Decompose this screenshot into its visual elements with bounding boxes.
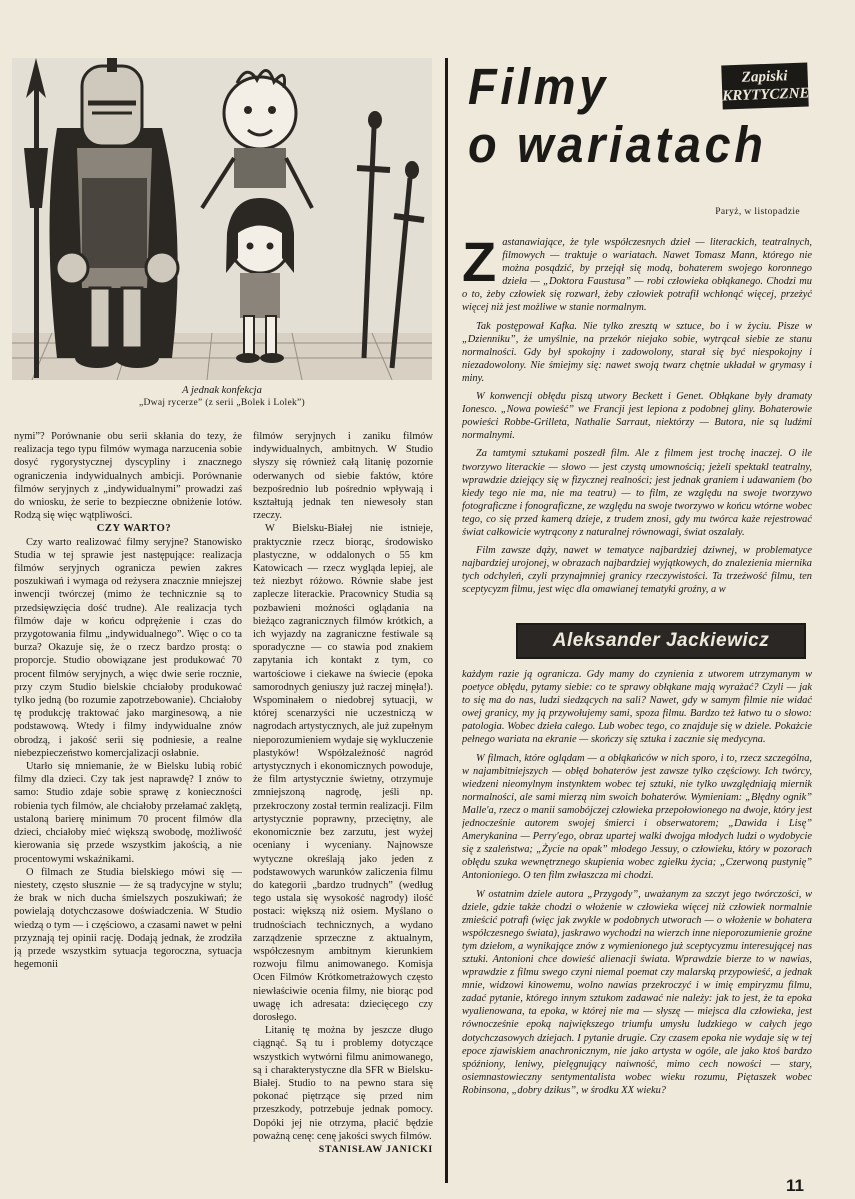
title-line-2: o wariatach <box>468 116 767 173</box>
illustration-caption <box>12 384 432 410</box>
paragraph: W konwencji obłędu piszą utwory Beckett i Genet. Obłąkane były dramaty Ionesco. „Nowa powieść” we Francji jest lepiona z podobnej gliny. Bohaterowie powieści Robbe-Grilleta, Nathalie Sarraut, niektórzy — Butora, nie są ludźmi normalnymi. <box>462 391 812 442</box>
paragraph: nymi”? Porównanie obu serii skłania do tezy, że realizacja tego typu filmów wymaga narzucenia sobie dosyć rygorystycznej dyscypliny i znacznego ograniczenia indywidualnych ambicji. Porównanie filmów seryjnych z „indywidualnymi” prowadzi zaś do wniosku, że serie to bezpieczne obniżenie lotów. Rodzą się więc wątpliwości. <box>14 431 242 522</box>
caption-title: A jednak konfekcja <box>182 385 262 396</box>
paragraph-text: astanawiające, że tyle współczesnych dzieł — literackich, teatralnych, filmowych — traktuje o wariatach. Nawet Tomasz Mann, którego nie można posądzić, by przejął się modą, bohaterem swojego koronnego dzieła — „Doktora Faustusa” — robi człowieka obłąkanego. Chodzi mu o to, żeby człowiek się rozwarł, żeby człowiek potrafił wchłonąć więcej, przeżyć więcej niż jest możliwe w stanie normalnym. <box>462 237 812 314</box>
title-line-1: Filmy <box>468 58 609 115</box>
column-divider <box>445 58 448 1183</box>
paragraph: W Bielsku-Białej nie istnieje, praktycznie rzecz biorąc, środowisko plastyczne, w oddalonych o 55 km Katowicach — rzecz wygląda lepiej, ale też niezbyt różowo. Równie słabe jest zaplecze literackie. Pracownicy Studia są pozbawieni możności oglądania na bieżąco zagranicznych filmów krótkich, a ich wyjazdy na zagraniczne festiwale są sporadyczne — co stawia pod znakiem zapytania ich kontakt z tym, co wartościowe i ciekawe na świecie (epoka samorodnych geniuszy już raczej minęła!). Wspominałem o niedobrej sytuacji, w której scenarzyści nie uczestniczą w nagrodach artystycznych, ale już zupełnym nieporozumieniem wydaje się wykluczenie plastyków! Współzależność nagród artystycznych i ekonomicznych powoduje, że film artystycznie świetny, otrzymuje zmniejszoną nagrodę, jeśli np. przekroczony został termin realizacji. Film artystycznie poprawny, przeciętny, ale ekonomicznie bez zarzutu, jest wyżej oceniany i wyceniany. Najnowsze wytyczne określają jako jeden z podstawowych warunków zaliczenia filmu do kategorii „bardzo trudnych” (według tego ustala się wysokość nagrody) ilość postaci: większą niż osiem. Myślano o trudnościach technicznych, a wydano zarządzenie sprzeczne z aktualnym, współczesnym ambitnym kierunkiem rozwoju filmu animowanego. Komisja Ocen Filmów Krótkometrażowych często niewłaściwie ocenia filmy, nie biorąc pod uwagę ich adresata: dziecięcego czy dorosłego. <box>253 523 433 1023</box>
paragraph: W filmach, które oglądam — a obłąkańców w nich sporo, i to, rzecz szczególna, w najambitniejszych — obłęd bohaterów jest zawsze tylko częściowy. Ich twórcy, wiedzeni nieomylnym instynktem wobec tej sztuki, nie tylko uwzględniają miernik normalności, ale sami mierzą nim swoich bohaterów. Wymieniam: „Błędny ognik” Malle'a, rzecz o manii samobójczej człowieka przepołowionego na dwoje, który jest jednocześnie autorem swojej śmierci i obserwatorem; „Dawida i Lisę” Amerykanina — Perry'ego, obraz upartej walki dwojga młodych ludzi o wydobycie się z szaleństwa; „Życie na opak” młodego Jessuy, o człowieku, który w pozorach obłędu szuka wewnętrznego skupienia wobec zgiełku życia; „Czerwoną pustynię” Antonioniego. O ten film zwłaszcza mi chodzi. <box>462 752 812 882</box>
paragraph: Czy warto realizować filmy seryjne? Stanowisko Studia w tej sprawie jest następujące: realizacja filmów seryjnych ogranicza pewien zakres poszukiwań i wymaga od reżysera znacznie mniejszej inwencji twórczej (mimo że technicznie są to przedsięwzięcia dość trudne). Ale realizacja tych filmów daje w końcu odprężenie i czas do przygotowania filmu „indywidualnego”. Więc o co ta burza? Okazuje się, że o rzecz bardzo prostą: o proporcje. Studio obowiązane jest produkować 70 procent filmów seryjnych, a więc dwie serie rocznie, przy czym Studio bielskie chciałoby produkować tylko jedną (bo rozumie zapotrzebowanie). Chciałoby tę produkcję traktować jako marginesową, a nie podstawową. Wtedy i filmy indywidualne znów obrodzą, i jakość serii się podniesie, a realne niebezpieczeństwo komercjalizacji osłabnie. <box>14 536 242 759</box>
author-signature: STANISŁAW JANICKI <box>318 1143 433 1155</box>
paragraph: każdym razie ją ogranicza. Gdy mamy do czynienia z utworem utrzymanym w poetyce obłędu, pytamy siebie: co te sprawy obłąkane mają wyrażać? Czyli — jak to się ma do nas, ludzi siedzących na sali? Nawet, gdy w samym filmie nie widać owej granicy, my ją przywołujemy sami, spoza filmu. Bardzo też łatwo tu o słowo: patologia. Wobec dzieła całego. Lub wobec tego, co znajduje się w dziele. Pokażcie pełnego wariata na ekranie — skończy się sztuka i zacznie się medycyna. <box>462 669 812 746</box>
badge-line-1: Zapiski <box>741 68 788 86</box>
right-column-bottom <box>462 668 812 1183</box>
page-number: 11 <box>786 1176 804 1195</box>
boy-shirt <box>234 148 286 188</box>
paragraph <box>462 236 812 315</box>
drop-cap: Z <box>462 236 497 293</box>
helmet <box>82 66 142 146</box>
paragraph: W ostatnim dziele autora „Przygody”, uważanym za szczyt jego twórczości, w dziele, gdzie także chodzi o włożenie w człowieka więcej niż człowiek normalnie zmieścić potrafi (więc jak zwykle w podobnych utworach — o włożenie w bohatera współczesnego świata), jaskrawo wychodzi na wierzch inne nieporozumienie groźne tym dziełom, a wynikające znów z wymienionego już sceptycyzmu interesującej nas sztuki. Antonioni chce dowieść alienacji świata. Wprawdzie bierze to w nawias, wprawdzie z filmu swego czyni niemal poemat czy malarską przypowieść, a jednak mnie, widzowi kinowemu, wolno nawias przekroczyć i w imię empiryzmu filmu, zadać pytanie, którego innym sztukom zadawać nie należy: jak to jest, że ta epoka wyalienowana, ta epoka, w której nie ma — słyszę — miejsca dla człowieka, jest równocześnie epoką największego triumfu umysłu ludzkiego w całych jego dotychczasowych dziejach. I pytanie drugie. Czy czasem epoka nie wydaje się w tej epoce zjawiskiem anachronicznym, nie jako artysta w ogóle, ale jako ktoś bardzo spóźniony, leniwy, pielęgnujący naiwność, mimo cech nowości — stary, osiemnastowieczny sentymentalista wobec wieku rozumu, Piętaszek wobec Robinsona, „dobry dzikus”, w środku XX wieku? <box>462 888 812 1096</box>
left-column-2 <box>253 430 433 1185</box>
paragraph: filmów seryjnych i zaniku filmów indywidualnych, ambitnych. W Studio słyszy się również całą litanię pozornie oderwanych od siebie faktów, które bezpośrednio lub pośrednio wpływają i kształtują jednak ten niewesoły stan rzeczy. <box>253 431 433 522</box>
paragraph: Tak postępował Kafka. Nie tylko zresztą w sztuce, bo i w życiu. Pisze w „Dzienniku”, że umyślnie, na przekór niejako sobie, wytrącał siebie ze stanu normalności. Gdy był spokojny i zadowolony, starał się być niespokojny i niezadowolony. Nie śmiejmy się: nawet swoją twarz chętnie układał w grymasy i miny. <box>462 320 812 384</box>
caption-source: „Dwaj rycerze” (z serii „Bolek i Lolek”) <box>138 398 306 408</box>
spear <box>34 78 39 378</box>
right-column-top <box>462 236 812 616</box>
paragraph: Film zawsze dąży, nawet w tematyce najbardziej dziwnej, w problematyce najbardziej urojonej, w obrazach najbardziej wyjątkowych, do znalezienia miernika tych odchyleń, czyli przynajmniej granicy rzeczywistości. Ta trzeźwość filmu, ten sceptycyzm filmu, jest więc dla omawianej tematyki groźny, a w <box>462 545 812 596</box>
illustration-two-knights <box>12 58 432 380</box>
paragraph: Za tamtymi sztukami poszedł film. Ale z filmem jest trochę inaczej. O ile tworzywo literackie — słowo — jest czystą umownością; jeżeli spektakl teatralny, wprawdzie dziejący się w fizycznej realności; jest jednak graniem i udawaniem (bo kiedy tego nie ma, nie ma teatru) — to film, ze względu na swoje tworzywo fotograficzne i fonograficzne, ze względu na swoje tworzywo w końcu wtórne wobec tego, co się przed kamerą dzieje, z trudem znosi, gdy mu twórca każe rejestrować świat całkowicie wytrącony z naturalnej równowagi, świat oszalały. <box>462 448 812 538</box>
dateline: Paryż, w listopadzie <box>715 207 800 217</box>
cartoon-illustration <box>12 58 432 380</box>
paragraph: Utarło się mniemanie, że w Bielsku lubią robić filmy dla dzieci. Czy tak jest naprawdę? I znów to samo: Studio zdaje sobie sprawę z konieczności robienia tych filmów, ale chciałoby przełamać zaklętą, ustaloną barierę minimum 70 procent filmów dla dzieci, chciałoby mieć większą swobodę, możliwość kierowania się przede wszystkim jakością, a nie procentowymi wskaźnikami. <box>14 761 242 865</box>
left-column-1 <box>14 430 242 1185</box>
section-subhead: CZY WARTO? <box>96 523 172 535</box>
paragraph: Litanię tę można by jeszcze długo ciągnąć. Są tu i problemy dotyczące wszystkich wytwórni filmu animowanego, są i charakterystyczne dla SFR w Bielsku-Białej. Studio to na pewno stara się pokonać piętrzące się przed nim przeszkody, potrzebuje jednak pomocy. Dopóki jej nie otrzyma, płacić będzie poważną cenę: cenę jakości swych filmów. <box>253 1025 433 1142</box>
author-banner <box>516 623 806 659</box>
paragraph: O filmach ze Studia bielskiego mówi się — niestety, często słusznie — że są tradycyjne w stylu; że brak w nich ducha śmielszych poszukiwań; że powielają dotychczasowe doświadczenia. W Studio wiedzą o tym — i częściowo, a czasami nawet w pełni przyznają tej opinii rację. Dodają jednak, że zrodziła ją przede wszystkim sytuacja tegoroczna, sytuacja hegemonii <box>14 866 242 971</box>
badge-line-2: KRYTYCZNE <box>722 85 810 105</box>
section-badge <box>721 63 808 110</box>
author-name: Aleksander Jackiewicz <box>552 630 770 651</box>
